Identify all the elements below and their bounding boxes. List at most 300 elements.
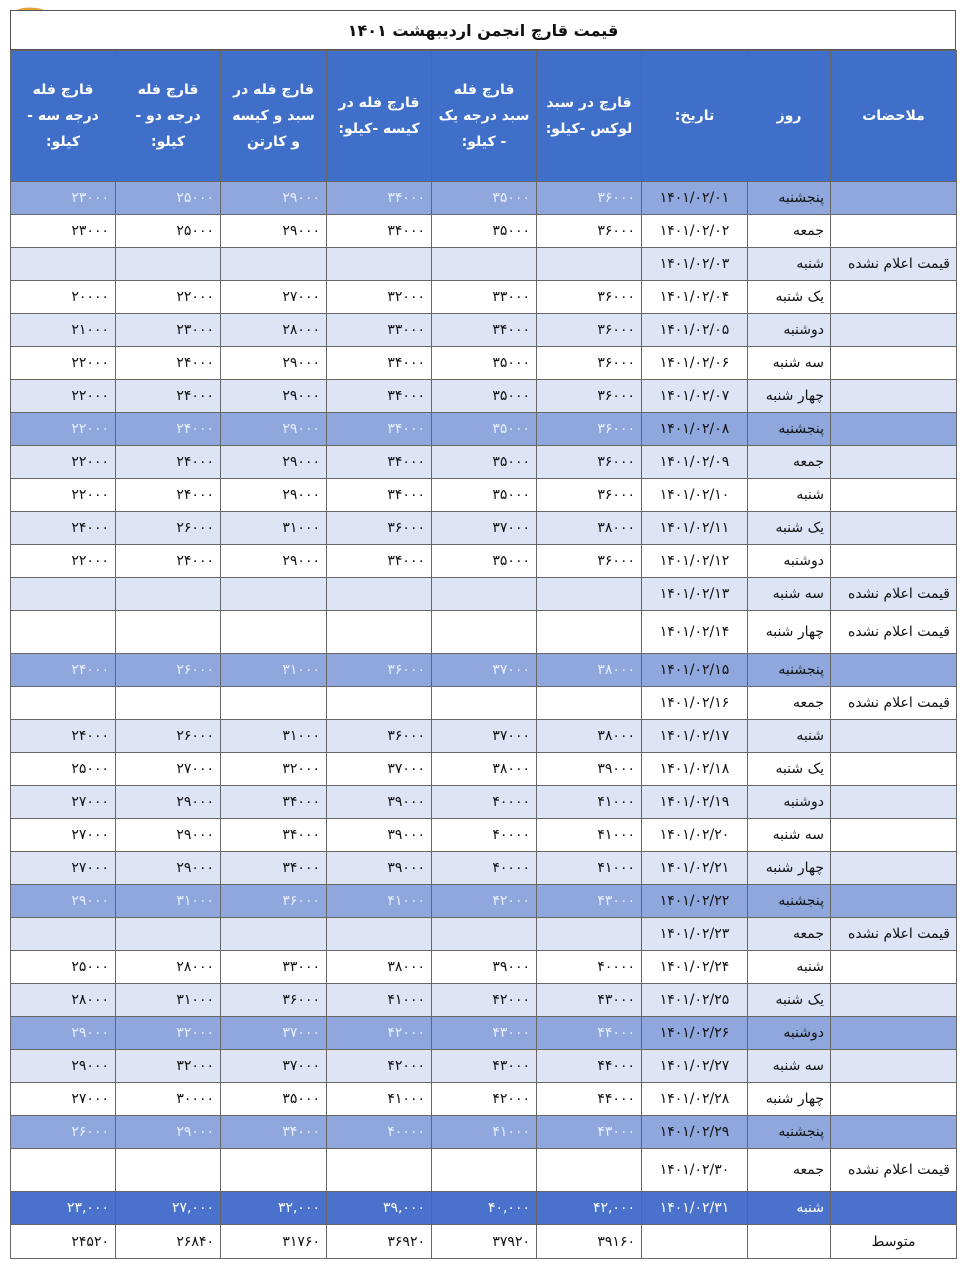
date-cell: ۱۴۰۱/۰۲/۲۶ bbox=[642, 1017, 748, 1050]
price-cell: ۴۳۰۰۰ bbox=[432, 1017, 537, 1050]
date-cell: ۱۴۰۱/۰۲/۲۳ bbox=[642, 918, 748, 951]
price-cell: ۳۴۰۰۰ bbox=[221, 1116, 327, 1149]
price-cell: ۳۲,۰۰۰ bbox=[221, 1192, 327, 1225]
price-cell: ۳۷۰۰۰ bbox=[327, 753, 432, 786]
note-cell bbox=[831, 819, 957, 852]
price-cell: ۳۴۰۰۰ bbox=[327, 347, 432, 380]
price-cell: ۲۹۰۰۰ bbox=[11, 885, 116, 918]
price-cell: ۴۴۰۰۰ bbox=[537, 1083, 642, 1116]
col-header-date: تاریخ: bbox=[642, 51, 748, 182]
table-row bbox=[11, 1083, 957, 1116]
price-cell: ۳۸۰۰۰ bbox=[327, 951, 432, 984]
note-cell bbox=[831, 413, 957, 446]
price-cell: ۲۲۰۰۰ bbox=[11, 446, 116, 479]
table-row bbox=[11, 819, 957, 852]
average-cell: ۳۹۱۶۰ bbox=[537, 1225, 642, 1259]
table-row bbox=[11, 687, 957, 720]
table-row bbox=[11, 1116, 957, 1149]
col-header-notes: ملاحضات bbox=[831, 51, 957, 182]
price-cell: ۳۵۰۰۰ bbox=[432, 545, 537, 578]
price-cell: ۲۹۰۰۰ bbox=[221, 182, 327, 215]
date-cell: ۱۴۰۱/۰۲/۱۶ bbox=[642, 687, 748, 720]
price-cell: ۳۴۰۰۰ bbox=[327, 446, 432, 479]
price-cell: ۲۳۰۰۰ bbox=[116, 314, 221, 347]
date-cell: ۱۴۰۱/۰۲/۰۲ bbox=[642, 215, 748, 248]
price-cell: ۴۲۰۰۰ bbox=[327, 1050, 432, 1083]
price-cell bbox=[221, 578, 327, 611]
day-cell: شنبه bbox=[748, 951, 831, 984]
day-cell: جمعه bbox=[748, 446, 831, 479]
price-cell: ۲۸۰۰۰ bbox=[116, 951, 221, 984]
price-cell: ۴۳۰۰۰ bbox=[537, 885, 642, 918]
price-cell: ۳۶۰۰۰ bbox=[221, 885, 327, 918]
price-cell: ۳۵۰۰۰ bbox=[432, 215, 537, 248]
price-cell: ۴۰۰۰۰ bbox=[327, 1116, 432, 1149]
day-cell: سه شنبه bbox=[748, 1050, 831, 1083]
price-cell: ۳۴۰۰۰ bbox=[327, 545, 432, 578]
price-cell: ۲۹۰۰۰ bbox=[11, 1050, 116, 1083]
average-cell: ۲۴۵۲۰ bbox=[11, 1225, 116, 1259]
date-cell: ۱۴۰۱/۰۲/۱۸ bbox=[642, 753, 748, 786]
day-cell: پنجشنبه bbox=[748, 182, 831, 215]
empty-cell bbox=[748, 1225, 831, 1259]
price-cell: ۴۳۰۰۰ bbox=[537, 1116, 642, 1149]
table-row bbox=[11, 951, 957, 984]
price-cell: ۳۴۰۰۰ bbox=[221, 819, 327, 852]
price-cell: ۳۹۰۰۰ bbox=[537, 753, 642, 786]
day-cell: جمعه bbox=[748, 687, 831, 720]
day-cell: دوشنبه bbox=[748, 545, 831, 578]
date-cell: ۱۴۰۱/۰۲/۰۹ bbox=[642, 446, 748, 479]
price-cell: ۳۸۰۰۰ bbox=[537, 720, 642, 753]
price-cell: ۲۷۰۰۰ bbox=[116, 753, 221, 786]
price-cell: ۲۲۰۰۰ bbox=[11, 479, 116, 512]
day-cell: یک شنبه bbox=[748, 984, 831, 1017]
price-cell: ۳۸۰۰۰ bbox=[432, 753, 537, 786]
price-cell: ۴۱۰۰۰ bbox=[327, 885, 432, 918]
table-row bbox=[11, 413, 957, 446]
day-cell: شنبه bbox=[748, 720, 831, 753]
price-cell: ۴۱۰۰۰ bbox=[537, 852, 642, 885]
price-cell: ۲۹۰۰۰ bbox=[11, 1017, 116, 1050]
date-cell: ۱۴۰۱/۰۲/۱۲ bbox=[642, 545, 748, 578]
table-row bbox=[11, 545, 957, 578]
table-row bbox=[11, 314, 957, 347]
table-row bbox=[11, 215, 957, 248]
col-header-grade2: قارچ فله درجه دو - کیلو: bbox=[116, 51, 221, 182]
price-cell bbox=[116, 687, 221, 720]
day-cell: چهار شنبه bbox=[748, 1083, 831, 1116]
note-cell bbox=[831, 1116, 957, 1149]
price-cell: ۳۴۰۰۰ bbox=[221, 852, 327, 885]
day-cell: چهار شنبه bbox=[748, 852, 831, 885]
day-cell: یک شنبه bbox=[748, 753, 831, 786]
price-cell: ۲۹۰۰۰ bbox=[221, 545, 327, 578]
price-cell: ۳۴۰۰۰ bbox=[327, 215, 432, 248]
average-label: متوسط bbox=[831, 1225, 957, 1259]
price-cell: ۳۱۰۰۰ bbox=[116, 885, 221, 918]
note-cell: قیمت اعلام نشده bbox=[831, 611, 957, 654]
price-cell: ۲۹۰۰۰ bbox=[221, 413, 327, 446]
price-cell: ۴۱۰۰۰ bbox=[327, 984, 432, 1017]
price-cell: ۳۷۰۰۰ bbox=[221, 1017, 327, 1050]
price-cell: ۳۶۰۰۰ bbox=[537, 281, 642, 314]
price-cell: ۳۶۰۰۰ bbox=[221, 984, 327, 1017]
price-cell: ۴۲۰۰۰ bbox=[432, 984, 537, 1017]
price-cell bbox=[432, 248, 537, 281]
empty-cell bbox=[642, 1225, 748, 1259]
note-cell bbox=[831, 753, 957, 786]
price-cell: ۲۹۰۰۰ bbox=[221, 215, 327, 248]
table-row bbox=[11, 281, 957, 314]
date-cell: ۱۴۰۱/۰۲/۰۵ bbox=[642, 314, 748, 347]
note-cell: قیمت اعلام نشده bbox=[831, 687, 957, 720]
price-cell: ۳۹۰۰۰ bbox=[327, 852, 432, 885]
price-cell: ۲۹۰۰۰ bbox=[221, 380, 327, 413]
average-cell: ۳۶۹۲۰ bbox=[327, 1225, 432, 1259]
price-cell: ۴۴۰۰۰ bbox=[537, 1017, 642, 1050]
price-cell: ۲۷۰۰۰ bbox=[221, 281, 327, 314]
price-cell: ۲۴۰۰۰ bbox=[11, 654, 116, 687]
day-cell: چهار شنبه bbox=[748, 611, 831, 654]
price-cell: ۳۹۰۰۰ bbox=[327, 786, 432, 819]
price-cell: ۴۲,۰۰۰ bbox=[537, 1192, 642, 1225]
price-cell: ۳۶۰۰۰ bbox=[327, 654, 432, 687]
price-cell: ۳۷۰۰۰ bbox=[221, 1050, 327, 1083]
day-cell: دوشنبه bbox=[748, 1017, 831, 1050]
price-cell: ۲۵۰۰۰ bbox=[116, 182, 221, 215]
price-cell: ۳۶۰۰۰ bbox=[537, 380, 642, 413]
date-cell: ۱۴۰۱/۰۲/۲۰ bbox=[642, 819, 748, 852]
price-cell: ۳۱۰۰۰ bbox=[221, 512, 327, 545]
price-cell bbox=[327, 611, 432, 654]
price-cell: ۳۵۰۰۰ bbox=[432, 347, 537, 380]
page-title: قیمت قارچ انجمن اردیبهشت ۱۴۰۱ bbox=[10, 10, 956, 50]
date-cell: ۱۴۰۱/۰۲/۳۰ bbox=[642, 1149, 748, 1192]
date-cell: ۱۴۰۱/۰۲/۲۱ bbox=[642, 852, 748, 885]
table-row bbox=[11, 654, 957, 687]
price-cell: ۲۵۰۰۰ bbox=[116, 215, 221, 248]
price-cell: ۳۱۰۰۰ bbox=[221, 654, 327, 687]
price-cell: ۲۹۰۰۰ bbox=[221, 479, 327, 512]
price-cell: ۳۷۰۰۰ bbox=[432, 720, 537, 753]
price-cell bbox=[11, 578, 116, 611]
price-cell: ۲۸۰۰۰ bbox=[221, 314, 327, 347]
price-cell: ۲۱۰۰۰ bbox=[11, 314, 116, 347]
price-cell: ۲۶۰۰۰ bbox=[116, 512, 221, 545]
price-cell: ۲۹۰۰۰ bbox=[221, 347, 327, 380]
date-cell: ۱۴۰۱/۰۲/۰۶ bbox=[642, 347, 748, 380]
price-cell bbox=[11, 611, 116, 654]
price-cell: ۳۲۰۰۰ bbox=[116, 1050, 221, 1083]
date-cell: ۱۴۰۱/۰۲/۱۰ bbox=[642, 479, 748, 512]
price-cell: ۳۶۰۰۰ bbox=[537, 413, 642, 446]
price-cell: ۲۴۰۰۰ bbox=[116, 413, 221, 446]
col-header-lux-basket: قارچ در سبد لوکس -کیلو: bbox=[537, 51, 642, 182]
price-cell: ۳۹۰۰۰ bbox=[327, 819, 432, 852]
price-cell: ۲۵۰۰۰ bbox=[11, 753, 116, 786]
price-table bbox=[10, 50, 957, 1259]
price-cell: ۲۶۰۰۰ bbox=[11, 1116, 116, 1149]
price-cell: ۲۲۰۰۰ bbox=[11, 380, 116, 413]
price-cell bbox=[221, 918, 327, 951]
price-cell: ۴۴۰۰۰ bbox=[537, 1050, 642, 1083]
price-cell bbox=[432, 611, 537, 654]
day-cell: جمعه bbox=[748, 918, 831, 951]
day-cell: سه شنبه bbox=[748, 819, 831, 852]
price-cell bbox=[432, 1149, 537, 1192]
price-cell: ۳۴۰۰۰ bbox=[327, 380, 432, 413]
price-cell: ۳۴۰۰۰ bbox=[327, 182, 432, 215]
price-cell: ۳۱۰۰۰ bbox=[116, 984, 221, 1017]
table-row bbox=[11, 984, 957, 1017]
price-cell: ۲۷۰۰۰ bbox=[11, 1083, 116, 1116]
price-cell bbox=[537, 248, 642, 281]
date-cell: ۱۴۰۱/۰۲/۲۵ bbox=[642, 984, 748, 1017]
day-cell: یک شنبه bbox=[748, 512, 831, 545]
price-cell: ۳۹۰۰۰ bbox=[432, 951, 537, 984]
note-cell bbox=[831, 314, 957, 347]
price-cell: ۴۱۰۰۰ bbox=[537, 819, 642, 852]
price-cell bbox=[432, 578, 537, 611]
table-row bbox=[11, 512, 957, 545]
price-cell bbox=[11, 687, 116, 720]
day-cell: شنبه bbox=[748, 248, 831, 281]
price-cell: ۲۲۰۰۰ bbox=[11, 413, 116, 446]
price-cell: ۳۹,۰۰۰ bbox=[327, 1192, 432, 1225]
price-cell: ۳۵۰۰۰ bbox=[432, 479, 537, 512]
price-cell: ۳۵۰۰۰ bbox=[432, 413, 537, 446]
price-cell bbox=[221, 687, 327, 720]
table-row bbox=[11, 182, 957, 215]
price-cell: ۳۶۰۰۰ bbox=[537, 215, 642, 248]
price-cell bbox=[11, 248, 116, 281]
table-row bbox=[11, 347, 957, 380]
note-cell bbox=[831, 1050, 957, 1083]
day-cell: پنجشنبه bbox=[748, 885, 831, 918]
price-cell: ۳۳۰۰۰ bbox=[432, 281, 537, 314]
price-sheet bbox=[10, 10, 956, 1259]
average-cell: ۲۶۸۴۰ bbox=[116, 1225, 221, 1259]
price-cell: ۳۲۰۰۰ bbox=[327, 281, 432, 314]
note-cell bbox=[831, 1083, 957, 1116]
date-cell: ۱۴۰۱/۰۲/۰۸ bbox=[642, 413, 748, 446]
price-cell: ۲۰۰۰۰ bbox=[11, 281, 116, 314]
table-row bbox=[11, 611, 957, 654]
price-cell: ۲۴۰۰۰ bbox=[116, 380, 221, 413]
price-cell: ۴۱۰۰۰ bbox=[537, 786, 642, 819]
price-cell bbox=[327, 578, 432, 611]
table-row bbox=[11, 479, 957, 512]
price-cell: ۲۵۰۰۰ bbox=[11, 951, 116, 984]
price-cell: ۳۷۰۰۰ bbox=[432, 654, 537, 687]
price-cell bbox=[327, 918, 432, 951]
price-cell: ۳۷۰۰۰ bbox=[432, 512, 537, 545]
price-cell: ۲۹۰۰۰ bbox=[116, 786, 221, 819]
price-cell bbox=[432, 687, 537, 720]
price-cell: ۲۸۰۰۰ bbox=[11, 984, 116, 1017]
price-cell: ۲۷۰۰۰ bbox=[11, 852, 116, 885]
day-cell: دوشنبه bbox=[748, 314, 831, 347]
col-header-grade1-basket: قارچ فله سبد درجه یک - کیلو: bbox=[432, 51, 537, 182]
table-row bbox=[11, 248, 957, 281]
price-cell: ۳۸۰۰۰ bbox=[537, 512, 642, 545]
date-cell: ۱۴۰۱/۰۲/۱۱ bbox=[642, 512, 748, 545]
day-cell: سه شنبه bbox=[748, 578, 831, 611]
note-cell bbox=[831, 720, 957, 753]
day-cell: جمعه bbox=[748, 215, 831, 248]
price-cell bbox=[116, 248, 221, 281]
price-cell: ۲۷۰۰۰ bbox=[11, 819, 116, 852]
price-cell: ۲۲۰۰۰ bbox=[11, 347, 116, 380]
price-cell: ۴۰۰۰۰ bbox=[537, 951, 642, 984]
price-cell bbox=[11, 1149, 116, 1192]
price-cell: ۴۳۰۰۰ bbox=[432, 1050, 537, 1083]
price-cell: ۴۱۰۰۰ bbox=[327, 1083, 432, 1116]
date-cell: ۱۴۰۱/۰۲/۲۹ bbox=[642, 1116, 748, 1149]
note-cell bbox=[831, 885, 957, 918]
price-cell bbox=[537, 687, 642, 720]
table-row bbox=[11, 1050, 957, 1083]
price-cell bbox=[537, 578, 642, 611]
note-cell bbox=[831, 654, 957, 687]
day-cell: چهار شنبه bbox=[748, 380, 831, 413]
price-cell bbox=[116, 611, 221, 654]
note-cell bbox=[831, 545, 957, 578]
note-cell bbox=[831, 852, 957, 885]
price-cell: ۳۶۰۰۰ bbox=[537, 479, 642, 512]
day-cell: جمعه bbox=[748, 1149, 831, 1192]
table-row bbox=[11, 786, 957, 819]
header-row bbox=[11, 51, 957, 182]
date-cell: ۱۴۰۱/۰۲/۱۷ bbox=[642, 720, 748, 753]
col-header-grade3: قارچ فله درجه سه - کیلو: bbox=[11, 51, 116, 182]
price-cell: ۲۳,۰۰۰ bbox=[11, 1192, 116, 1225]
col-header-basket-bag-carton: قارچ فله در سبد و کیسه و کارتن bbox=[221, 51, 327, 182]
price-cell: ۴۰۰۰۰ bbox=[432, 786, 537, 819]
price-cell bbox=[221, 248, 327, 281]
col-header-bag: قارچ فله در کیسه -کیلو: bbox=[327, 51, 432, 182]
price-cell: ۲۷۰۰۰ bbox=[11, 786, 116, 819]
price-cell: ۲۳۰۰۰ bbox=[11, 182, 116, 215]
table-row bbox=[11, 380, 957, 413]
price-cell: ۴۰۰۰۰ bbox=[432, 852, 537, 885]
price-cell: ۳۱۰۰۰ bbox=[221, 720, 327, 753]
price-cell bbox=[327, 1149, 432, 1192]
date-cell: ۱۴۰۱/۰۲/۱۵ bbox=[642, 654, 748, 687]
date-cell: ۱۴۰۱/۰۲/۱۳ bbox=[642, 578, 748, 611]
day-cell: پنجشنبه bbox=[748, 1116, 831, 1149]
price-cell: ۲۶۰۰۰ bbox=[116, 720, 221, 753]
price-cell: ۳۶۰۰۰ bbox=[327, 512, 432, 545]
price-cell bbox=[432, 918, 537, 951]
table-row bbox=[11, 446, 957, 479]
price-cell bbox=[116, 578, 221, 611]
note-cell: قیمت اعلام نشده bbox=[831, 578, 957, 611]
price-cell: ۴۳۰۰۰ bbox=[537, 984, 642, 1017]
date-cell: ۱۴۰۱/۰۲/۲۷ bbox=[642, 1050, 748, 1083]
price-cell: ۲۴۰۰۰ bbox=[116, 347, 221, 380]
price-cell: ۳۶۰۰۰ bbox=[537, 314, 642, 347]
price-cell: ۳۶۰۰۰ bbox=[327, 720, 432, 753]
date-cell: ۱۴۰۱/۰۲/۲۸ bbox=[642, 1083, 748, 1116]
price-cell: ۳۶۰۰۰ bbox=[537, 182, 642, 215]
note-cell: قیمت اعلام نشده bbox=[831, 248, 957, 281]
note-cell bbox=[831, 786, 957, 819]
price-cell: ۳۶۰۰۰ bbox=[537, 347, 642, 380]
note-cell bbox=[831, 281, 957, 314]
day-cell: پنجشنبه bbox=[748, 413, 831, 446]
note-cell bbox=[831, 215, 957, 248]
price-cell bbox=[537, 1149, 642, 1192]
note-cell bbox=[831, 446, 957, 479]
table-row bbox=[11, 852, 957, 885]
price-cell bbox=[537, 918, 642, 951]
day-cell: شنبه bbox=[748, 479, 831, 512]
date-cell: ۱۴۰۱/۰۲/۰۱ bbox=[642, 182, 748, 215]
col-header-day: روز bbox=[748, 51, 831, 182]
price-cell: ۲۹۰۰۰ bbox=[221, 446, 327, 479]
price-cell: ۲۹۰۰۰ bbox=[116, 852, 221, 885]
price-cell: ۳۴۰۰۰ bbox=[327, 479, 432, 512]
price-cell: ۲۴۰۰۰ bbox=[11, 512, 116, 545]
price-cell: ۴۰۰۰۰ bbox=[432, 819, 537, 852]
price-cell: ۳۲۰۰۰ bbox=[116, 1017, 221, 1050]
date-cell: ۱۴۰۱/۰۲/۳۱ bbox=[642, 1192, 748, 1225]
day-cell: دوشنبه bbox=[748, 786, 831, 819]
average-cell: ۳۷۹۲۰ bbox=[432, 1225, 537, 1259]
date-cell: ۱۴۰۱/۰۲/۲۲ bbox=[642, 885, 748, 918]
table-row bbox=[11, 720, 957, 753]
note-cell bbox=[831, 1192, 957, 1225]
day-cell: شنبه bbox=[748, 1192, 831, 1225]
price-cell bbox=[327, 248, 432, 281]
table-row bbox=[11, 753, 957, 786]
price-cell: ۴۲۰۰۰ bbox=[432, 1083, 537, 1116]
day-cell: پنجشنبه bbox=[748, 654, 831, 687]
table-row bbox=[11, 1017, 957, 1050]
table-row bbox=[11, 1149, 957, 1192]
average-cell: ۳۱۷۶۰ bbox=[221, 1225, 327, 1259]
price-cell: ۲۴۰۰۰ bbox=[116, 545, 221, 578]
price-cell: ۲۲۰۰۰ bbox=[116, 281, 221, 314]
price-cell bbox=[116, 918, 221, 951]
price-cell: ۲۴۰۰۰ bbox=[116, 479, 221, 512]
price-cell: ۲۴۰۰۰ bbox=[11, 720, 116, 753]
note-cell bbox=[831, 951, 957, 984]
price-cell: ۳۴۰۰۰ bbox=[327, 413, 432, 446]
date-cell: ۱۴۰۱/۰۲/۰۷ bbox=[642, 380, 748, 413]
note-cell bbox=[831, 182, 957, 215]
note-cell bbox=[831, 380, 957, 413]
price-cell bbox=[221, 611, 327, 654]
table-row bbox=[11, 918, 957, 951]
price-cell: ۳۳۰۰۰ bbox=[221, 951, 327, 984]
note-cell: قیمت اعلام نشده bbox=[831, 1149, 957, 1192]
price-cell: ۳۲۰۰۰ bbox=[221, 753, 327, 786]
table-row bbox=[11, 578, 957, 611]
note-cell bbox=[831, 984, 957, 1017]
note-cell bbox=[831, 347, 957, 380]
note-cell: قیمت اعلام نشده bbox=[831, 918, 957, 951]
price-cell: ۳۶۰۰۰ bbox=[537, 446, 642, 479]
price-cell: ۳۴۰۰۰ bbox=[432, 314, 537, 347]
price-cell bbox=[537, 611, 642, 654]
price-cell bbox=[327, 687, 432, 720]
price-cell: ۴۱۰۰۰ bbox=[432, 1116, 537, 1149]
price-cell: ۳۵۰۰۰ bbox=[432, 380, 537, 413]
date-cell: ۱۴۰۱/۰۲/۱۴ bbox=[642, 611, 748, 654]
